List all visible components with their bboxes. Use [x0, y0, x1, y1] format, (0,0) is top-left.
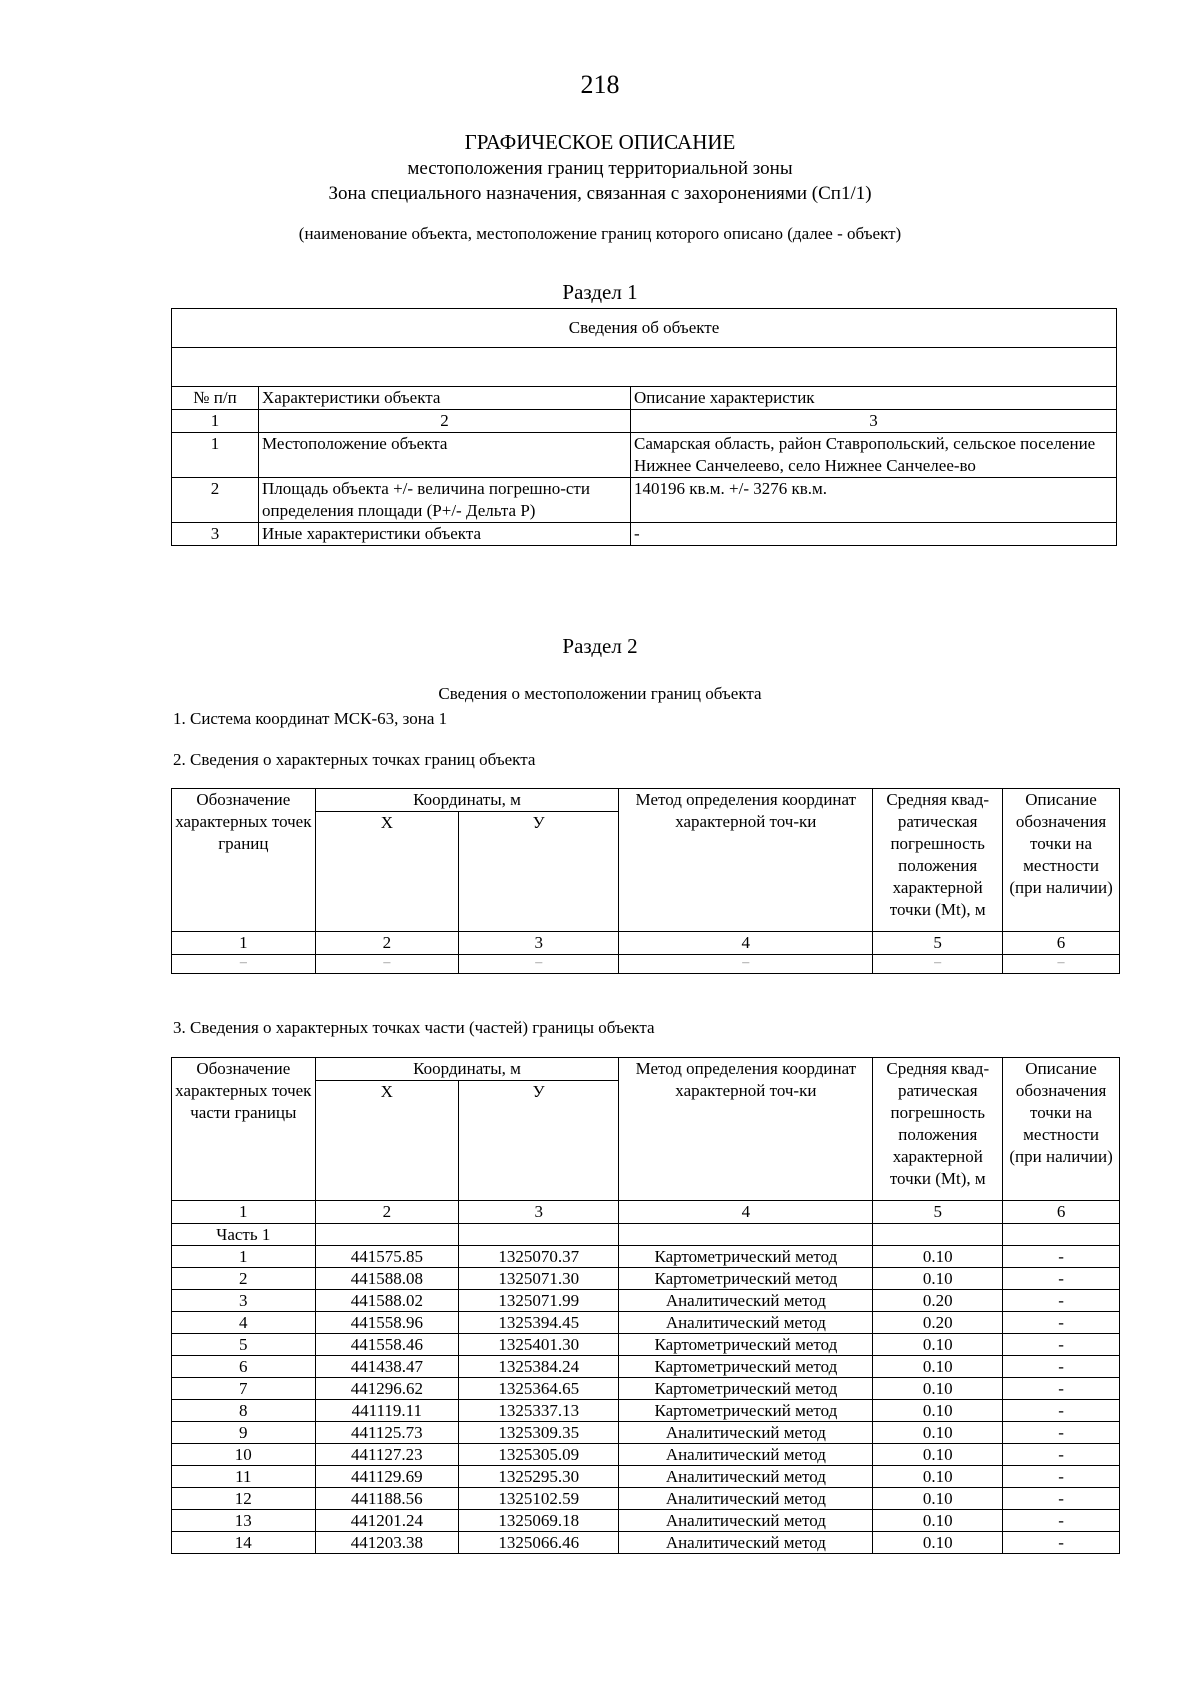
error-value: 0.10	[873, 1356, 1003, 1378]
point-number: 2	[172, 1268, 316, 1290]
point-description: -	[1003, 1532, 1120, 1554]
y-coordinate: 1325071.30	[459, 1268, 619, 1290]
col-number: 4	[619, 932, 873, 955]
point-number: 1	[172, 1246, 316, 1268]
x-header: Х	[315, 1081, 458, 1201]
error-header	[873, 789, 1003, 932]
method-header: Метод определения координат характерной точ-ки	[619, 789, 873, 932]
x-coordinate: 441588.08	[315, 1268, 458, 1290]
empty-cell	[459, 1224, 619, 1246]
point-number: 14	[172, 1532, 316, 1554]
y-coordinate: 1325070.37	[459, 1246, 619, 1268]
point-number: 7	[172, 1378, 316, 1400]
designation-header: Обозначение характерных точек части границы	[172, 1058, 316, 1201]
col-number: 4	[619, 1201, 873, 1224]
y-coordinate: 1325337.13	[459, 1400, 619, 1422]
table-row	[172, 1356, 1120, 1378]
error-value: 0.10	[873, 1400, 1003, 1422]
x-coordinate: 441125.73	[315, 1422, 458, 1444]
point-description: -	[1003, 1488, 1120, 1510]
x-coordinate: 441558.96	[315, 1312, 458, 1334]
col-number: 2	[315, 1201, 458, 1224]
x-coordinate: 441588.02	[315, 1290, 458, 1312]
point-number: 12	[172, 1488, 316, 1510]
y-coordinate: 1325394.45	[459, 1312, 619, 1334]
y-header: У	[459, 812, 619, 932]
table-row	[172, 1290, 1120, 1312]
empty-cell	[315, 1224, 458, 1246]
y-coordinate: 1325295.30	[459, 1466, 619, 1488]
empty-dash: –	[315, 955, 458, 974]
parts-heading: 3. Сведения о характерных точках части (частей) границы объекта	[173, 1018, 655, 1037]
col-number: 3	[459, 1201, 619, 1224]
points-body	[172, 1246, 1120, 1554]
point-description: -	[1003, 1466, 1120, 1488]
y-coordinate: 1325384.24	[459, 1356, 619, 1378]
x-coordinate: 441575.85	[315, 1246, 458, 1268]
empty-dash: –	[873, 955, 1003, 974]
point-number: 4	[172, 1312, 316, 1334]
table-row	[172, 1422, 1120, 1444]
row-characteristic: Местоположение объекта	[259, 433, 631, 478]
error-value: 0.10	[873, 1488, 1003, 1510]
method: Аналитический метод	[619, 1466, 873, 1488]
method: Аналитический метод	[619, 1290, 873, 1312]
point-description: -	[1003, 1356, 1120, 1378]
table-row	[172, 1466, 1120, 1488]
coordinate-system: 1. Система координат МСК-63, зона 1	[173, 709, 448, 728]
point-number: 8	[172, 1400, 316, 1422]
point-description: -	[1003, 1290, 1120, 1312]
section2-heading: Раздел 2	[562, 634, 638, 658]
empty-dash: –	[1003, 955, 1120, 974]
table-row	[172, 1444, 1120, 1466]
error-header-text: Средняя квад-ратическая погрешность положения характерной точки (Mt), м	[886, 790, 990, 919]
x-coordinate: 441203.38	[315, 1532, 458, 1554]
method: Аналитический метод	[619, 1422, 873, 1444]
point-number: 3	[172, 1290, 316, 1312]
error-value: 0.20	[873, 1290, 1003, 1312]
empty-dash: –	[619, 955, 873, 974]
x-coordinate: 441127.23	[315, 1444, 458, 1466]
error-value: 0.10	[873, 1378, 1003, 1400]
table-row	[172, 1268, 1120, 1290]
empty-cell	[1003, 1224, 1120, 1246]
object-info-title: Сведения об объекте	[172, 309, 1117, 348]
error-value: 0.10	[873, 1466, 1003, 1488]
method-header: Метод определения координат характерной точ-ки	[619, 1058, 873, 1201]
table-row	[172, 1246, 1120, 1268]
table-row	[172, 1510, 1120, 1532]
error-value: 0.10	[873, 1246, 1003, 1268]
error-value: 0.10	[873, 1510, 1003, 1532]
point-description: -	[1003, 1334, 1120, 1356]
point-description: -	[1003, 1422, 1120, 1444]
col-header-description: Описание характеристик	[631, 387, 1117, 410]
y-coordinate: 1325071.99	[459, 1290, 619, 1312]
point-description: -	[1003, 1400, 1120, 1422]
row-description: -	[631, 523, 1117, 546]
col-number: 5	[873, 1201, 1003, 1224]
col-number: 6	[1003, 1201, 1120, 1224]
point-number: 6	[172, 1356, 316, 1378]
empty-dash: –	[172, 955, 316, 974]
error-header: Средняя квад-ратическая погрешность положения характерной точки (Mt), м	[873, 1058, 1003, 1201]
error-value: 0.20	[873, 1312, 1003, 1334]
col-number: 6	[1003, 932, 1120, 955]
row-num: 3	[172, 523, 259, 546]
point-number: 9	[172, 1422, 316, 1444]
x-coordinate: 441188.56	[315, 1488, 458, 1510]
row-description: Самарская область, район Ставропольский, сельское поселение Нижнее Санчелеево, село Нижнее Санчелее-во	[631, 433, 1117, 478]
col-number: 1	[172, 932, 316, 955]
col-number: 3	[631, 410, 1117, 433]
y-coordinate: 1325305.09	[459, 1444, 619, 1466]
document-subtitle: местоположения границ территориальной зоны	[407, 158, 793, 179]
method: Картометрический метод	[619, 1268, 873, 1290]
coordinates-header: Координаты, м	[315, 1058, 619, 1081]
method: Аналитический метод	[619, 1510, 873, 1532]
table-row	[172, 1378, 1120, 1400]
method: Аналитический метод	[619, 1532, 873, 1554]
y-coordinate: 1325066.46	[459, 1532, 619, 1554]
col-number: 2	[315, 932, 458, 955]
blank-row	[172, 348, 1117, 387]
coordinates-header: Координаты, м	[315, 789, 619, 812]
row-characteristic: Иные характеристики объекта	[259, 523, 631, 546]
row-num: 2	[172, 478, 259, 523]
x-coordinate: 441119.11	[315, 1400, 458, 1422]
method: Аналитический метод	[619, 1312, 873, 1334]
row-characteristic: Площадь объекта +/- величина погрешно-сти определения площади (P+/- Дельта P)	[259, 478, 631, 523]
method: Картометрический метод	[619, 1246, 873, 1268]
point-description: -	[1003, 1378, 1120, 1400]
empty-cell	[619, 1224, 873, 1246]
table-row	[172, 1488, 1120, 1510]
point-number: 10	[172, 1444, 316, 1466]
method: Картометрический метод	[619, 1356, 873, 1378]
y-coordinate: 1325309.35	[459, 1422, 619, 1444]
point-description: -	[1003, 1312, 1120, 1334]
method: Картометрический метод	[619, 1400, 873, 1422]
x-coordinate: 441438.47	[315, 1356, 458, 1378]
col-header-num: № п/п	[172, 387, 259, 410]
point-description: -	[1003, 1510, 1120, 1532]
description-header: Описание обозначения точки на местности (при наличии)	[1003, 789, 1120, 932]
point-description: -	[1003, 1444, 1120, 1466]
x-coordinate: 441558.46	[315, 1334, 458, 1356]
part-points-table	[171, 1057, 1120, 1554]
table-row	[172, 1312, 1120, 1334]
empty-dash: –	[459, 955, 619, 974]
x-coordinate: 441296.62	[315, 1378, 458, 1400]
error-value: 0.10	[873, 1444, 1003, 1466]
point-description: -	[1003, 1268, 1120, 1290]
object-info-table	[171, 308, 1117, 546]
boundary-points-table	[171, 788, 1120, 974]
method: Картометрический метод	[619, 1378, 873, 1400]
points-heading: 2. Сведения о характерных точках границ объекта	[173, 750, 536, 769]
y-coordinate: 1325069.18	[459, 1510, 619, 1532]
page-number: 218	[580, 70, 620, 99]
y-header: У	[459, 1081, 619, 1201]
point-description: -	[1003, 1246, 1120, 1268]
method: Аналитический метод	[619, 1488, 873, 1510]
error-value: 0.10	[873, 1334, 1003, 1356]
row-description: 140196 кв.м. +/- 3276 кв.м.	[631, 478, 1117, 523]
row-num: 1	[172, 433, 259, 478]
table-row	[172, 1334, 1120, 1356]
section2-caption: Сведения о местоположении границ объекта	[438, 684, 762, 703]
document-title: ГРАФИЧЕСКОЕ ОПИСАНИЕ	[464, 130, 736, 154]
method: Картометрический метод	[619, 1334, 873, 1356]
table-row	[172, 1400, 1120, 1422]
x-coordinate: 441129.69	[315, 1466, 458, 1488]
col-number: 5	[873, 932, 1003, 955]
x-coordinate: 441201.24	[315, 1510, 458, 1532]
col-number: 1	[172, 1201, 316, 1224]
y-coordinate: 1325364.65	[459, 1378, 619, 1400]
point-number: 11	[172, 1466, 316, 1488]
table-row	[172, 1532, 1120, 1554]
zone-name: Зона специального назначения, связанная с захоронениями (Сп1/1)	[328, 183, 872, 204]
col-number: 1	[172, 410, 259, 433]
y-coordinate: 1325102.59	[459, 1488, 619, 1510]
error-value: 0.10	[873, 1532, 1003, 1554]
empty-cell	[873, 1224, 1003, 1246]
part-label: Часть 1	[172, 1224, 316, 1246]
error-value: 0.10	[873, 1268, 1003, 1290]
section1-heading: Раздел 1	[562, 280, 638, 304]
description-header: Описание обозначения точки на местности (при наличии)	[1003, 1058, 1120, 1201]
point-number: 13	[172, 1510, 316, 1532]
x-header: Х	[315, 812, 458, 932]
point-number: 5	[172, 1334, 316, 1356]
col-number: 3	[459, 932, 619, 955]
y-coordinate: 1325401.30	[459, 1334, 619, 1356]
col-number: 2	[259, 410, 631, 433]
designation-header: Обозначение характерных точек границ	[172, 789, 316, 932]
object-caption: (наименование объекта, местоположение границ которого описано (далее - объект)	[298, 224, 902, 243]
error-value: 0.10	[873, 1422, 1003, 1444]
col-header-characteristic: Характеристики объекта	[259, 387, 631, 410]
method: Аналитический метод	[619, 1444, 873, 1466]
